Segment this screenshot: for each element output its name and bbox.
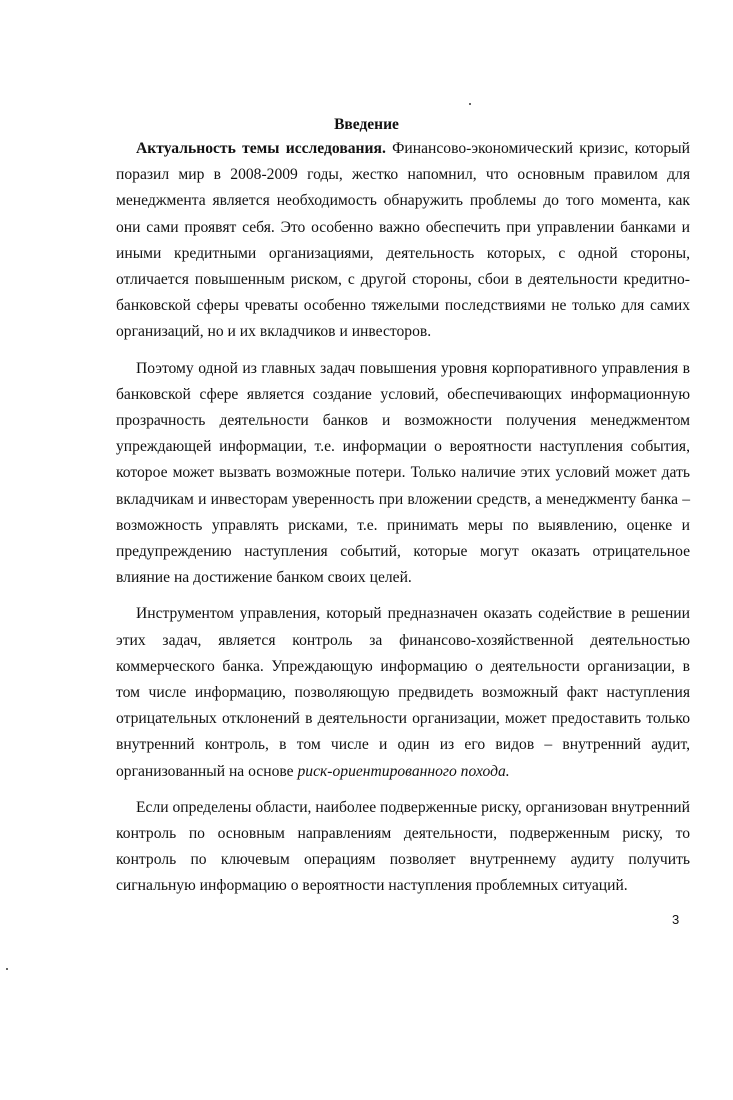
scan-speck	[6, 968, 8, 970]
paragraph-lead: Актуальность темы исследования.	[136, 140, 386, 157]
body-text	[116, 136, 690, 910]
page-number: 3	[672, 912, 680, 927]
paragraph-text: Финансово-экономический кризис, который поразил мир в 2008-2009 годы, жестко напомнил, что основным правилом для менеджмента является необходимость обнаружить проблемы до того момента, как они сами проявят себя. Это особенно важно обеспечить при управлении банками и иными кредитными организациями, деятельность которых, с одной стороны, отличается повышенным риском, с другой стороны, сбои в деятельности кредитно-банковской сферы чреваты особенно тяжелыми последствиями не только для самих организаций, но и их вкладчиков и инвесторов.	[116, 140, 690, 341]
paragraph-4	[116, 795, 690, 900]
paragraph-text: Если определены области, наиболее подверженные риску, организован внутренний контроль по основным направлениям деятельности, подверженным риску, то контроль по ключевым операциям позволяет внутреннему аудиту получить сигнальную информацию о вероятности наступления проблемных ситуаций.	[116, 798, 690, 895]
paragraph-2	[116, 356, 690, 592]
scan-speck	[469, 103, 471, 105]
paragraph-text: Поэтому одной из главных задач повышения уровня корпоративного управления в банковской сфере является создание условий, обеспечивающих информационную прозрачность деятельности банков и возможности получения менеджментом упреждающей информации, т.е. информации о вероятности наступления события, которое может вызвать возможные потери. Только наличие этих условий может дать вкладчикам и инвесторам уверенность при вложении средств, а менеджменту банка – возможность управлять рисками, т.е. принимать меры по выявлению, оценке и предупреждению наступления событий, которые могут оказать отрицательное влияние на достижение банком своих целей.	[116, 359, 690, 587]
paragraph-3	[116, 601, 690, 784]
paragraph-1	[116, 136, 690, 346]
paragraph-emphasis: риск-ориентированного похода.	[297, 762, 510, 780]
page-title: Введение	[334, 116, 399, 133]
paragraph-text: Инструментом управления, который предназначен оказать содействие в решении этих задач, является контроль за финансово-хозяйственной деятельностью коммерческого банка. Упреждающую информацию о деятельности организации, в том числе информацию, позволяющую предвидеть возможный факт наступления отрицательных отклонений в деятельности организации, может предоставить только внутренний контроль, в том числе и один из его видов – внутренний аудит, организованный на основе	[116, 605, 690, 780]
